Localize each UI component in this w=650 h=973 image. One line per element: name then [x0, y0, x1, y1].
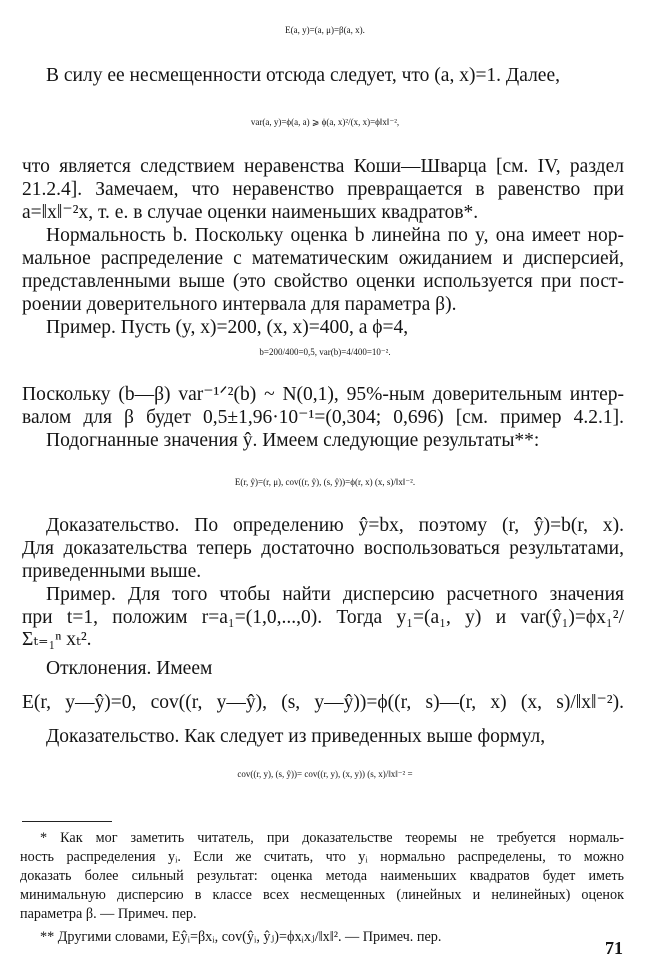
footnote-line: минимальную дисперсию в классе всех несмещенных (линейных и нелинейных) оценок	[20, 887, 624, 903]
equation-line: b=200/400=0,5, var(b)=4/400=10⁻².	[259, 347, 391, 357]
text-line: мальное распределение с математическим ожиданием и дисперсией,	[22, 248, 624, 269]
text-line: приведенными выше.	[22, 561, 202, 582]
text-line: Для доказательства теперь достаточно воспользоваться результатами,	[22, 538, 624, 559]
text-line: роении доверительного интервала для параметра β).	[22, 294, 457, 315]
text-line: a=‖x‖⁻²x, т. е. в случае оценки наименьших квадратов*.	[22, 202, 479, 223]
text-line: Нормальность b. Поскольку оценка b линейна по y, она имеет нор-	[46, 225, 624, 246]
text-line: Поскольку (b—β) var⁻¹ᐟ²(b) ~ N(0,1), 95%-ным доверительным интер-	[22, 384, 624, 405]
footnote-line: ** Другими словами, Eŷᵢ=βxᵢ, cov(ŷᵢ, ŷⱼ)=ϕxᵢxⱼ/‖x‖². — Примеч. пер.	[40, 929, 442, 945]
text-line: Пример. Для того чтобы найти дисперсию расчетного значения	[46, 584, 624, 605]
footnote-line: ность распределения yᵢ. Если же считать, что yᵢ нормально распределены, то можно	[20, 849, 624, 865]
text-line: Доказательство. По определению ŷ=bx, поэтому (r, ŷ)=b(r, x).	[46, 515, 624, 536]
text-line: что является следствием неравенства Коши—Шварца [см. IV, раздел	[22, 156, 624, 177]
equation-line: E(r, y—ŷ)=0, cov((r, y—ŷ), (s, y—ŷ))=ϕ((r, s)—(r, x) (x, s)/‖x‖⁻²).	[22, 692, 624, 713]
footnote-line: * Как мог заметить читатель, при доказательстве теоремы не требуется нормаль-	[40, 830, 624, 846]
equation-line: var(a, y)=ϕ(a, a) ⩾ ϕ(a, x)²/(x, x)=ϕ‖x‖⁻²,	[250, 117, 400, 127]
footnote-divider	[22, 821, 112, 822]
text-line: В силу ее несмещенности отсюда следует, что (a, x)=1. Далее,	[46, 65, 560, 86]
text-line: Отклонения. Имеем	[46, 658, 213, 679]
text-line: Σₜ₌₁ⁿ xₜ².	[22, 629, 92, 650]
text-line: представленными выше (это свойство оценки используется при пост-	[22, 271, 624, 292]
text-line: при t=1, положим r=a₁=(1,0,...,0). Тогда y₁=(a₁, y) и var(ŷ₁)=ϕx₁²/	[22, 607, 624, 628]
text-line: Доказательство. Как следует из приведенных выше формул,	[46, 726, 546, 747]
text-line: Пример. Пусть (y, x)=200, (x, x)=400, а ϕ=4,	[46, 317, 409, 338]
text-line: 21.2.4]. Замечаем, что неравенство превращается в равенство при	[22, 179, 624, 200]
text-line: Подогнанные значения ŷ. Имеем следующие результаты**:	[46, 430, 540, 451]
equation-line: E(a, y)=(a, μ)=β(a, x).	[285, 25, 365, 35]
footnote-line: параметра β. — Примеч. пер.	[20, 906, 197, 922]
text-line: валом для β будет 0,5±1,96·10⁻¹=(0,304; 0,696) [см. пример 4.2.1].	[22, 407, 624, 428]
footnote-line: доказать более сильный результат: оценка метода наименьших квадратов будет иметь	[20, 868, 624, 884]
equation-line: E(r, ŷ)=(r, μ), cov((r, ŷ), (s, ŷ))=ϕ(r, x) (x, s)/‖x‖⁻².	[234, 477, 416, 487]
equation-line: cov((r, y), (s, ŷ))= cov((r, y), (x, y)) (s, x)/‖x‖⁻² =	[237, 769, 413, 779]
page-number: 71	[605, 938, 623, 958]
